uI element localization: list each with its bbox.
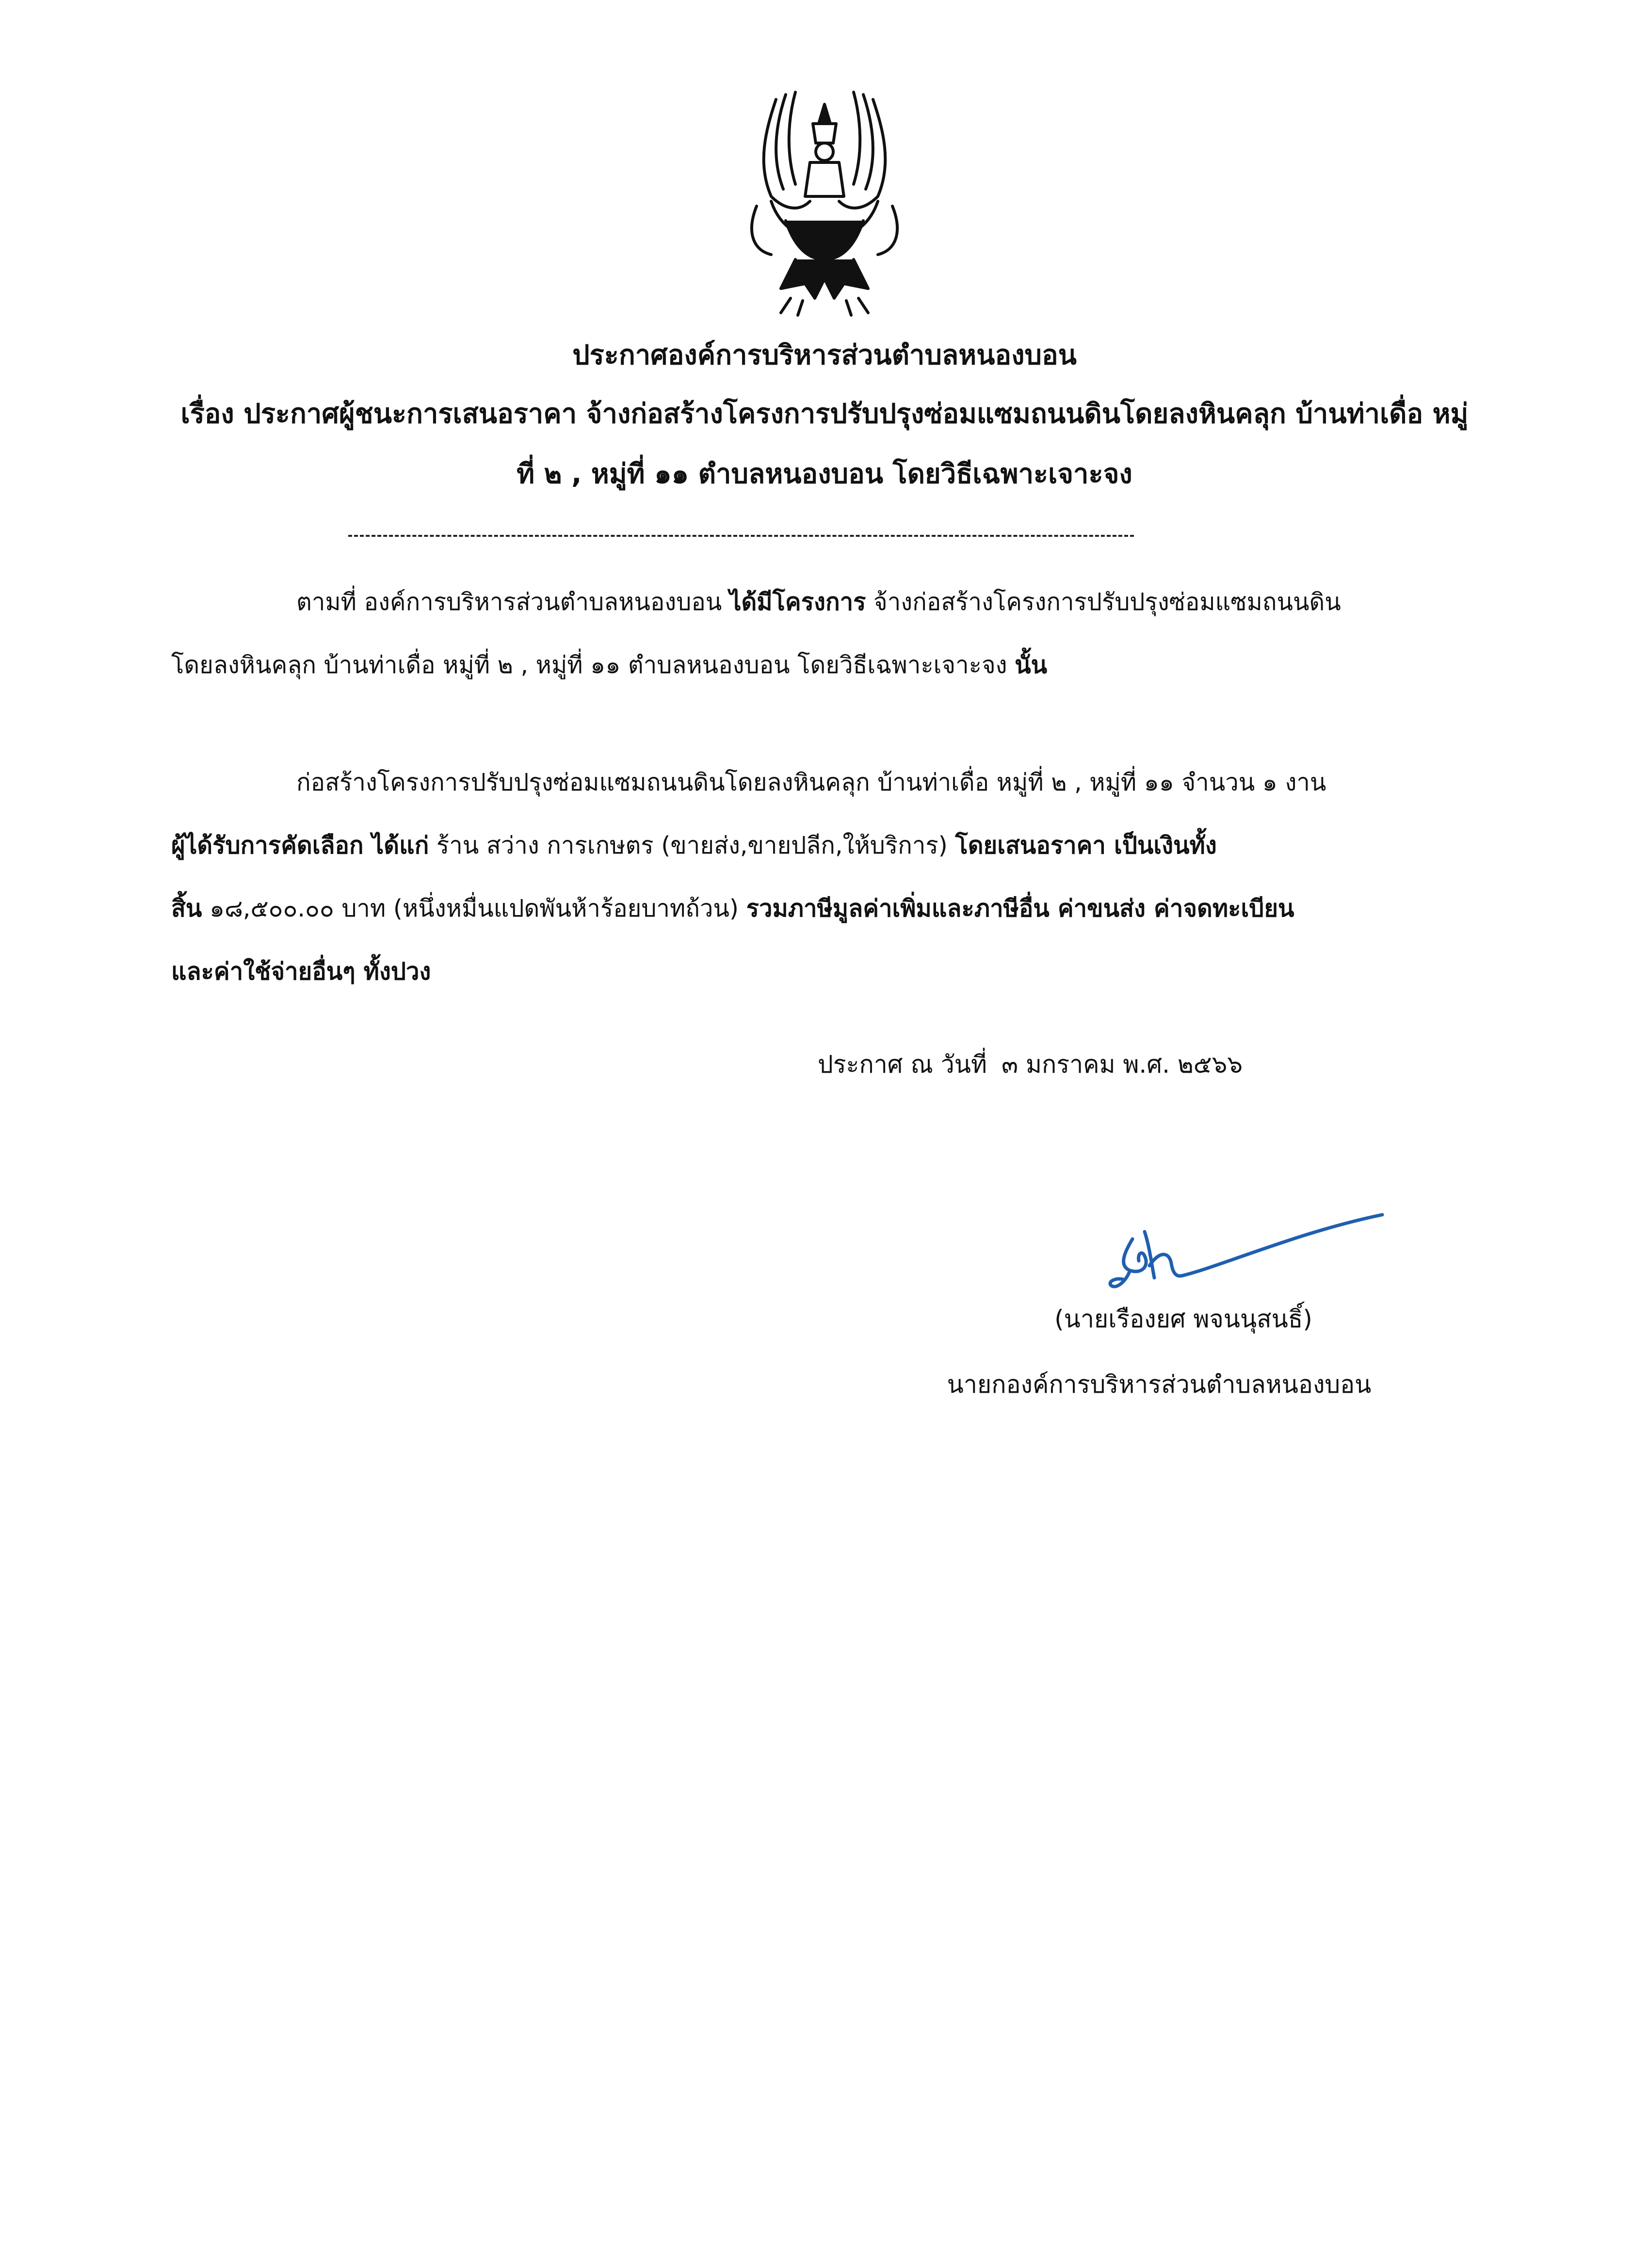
subject-line-1 xyxy=(146,398,1504,430)
signatory-name: (นายเรืองยศ พจนนุสนธิ์) xyxy=(1054,1305,1312,1333)
paragraph-award-line-1: ก่อสร้างโครงการปรับปรุงซ่อมแซมถนนดินโดยลงหินคลุก บ้านท่าเดื่อ หมู่ที่ ๒ , หมู่ที่ ๑๑ จำนวน ๑ งาน xyxy=(296,769,1326,796)
dashed-divider xyxy=(348,535,1134,537)
paragraph-award-line-3: สิ้น ๑๘,๕๐๐.๐๐ บาท (หนึ่งหมื่นแปดพันห้าร้อยบาทถ้วน) รวมภาษีมูลค่าเพิ่มและภาษีอื่น ค่าขนส่ง ค่าจดทะเบียน xyxy=(171,895,1294,922)
subject-line-2: ที่ ๒ , หมู่ที่ ๑๑ ตำบลหนองบอน โดยวิธีเฉพาะเจาะจง xyxy=(517,458,1132,490)
paragraph-award-line-2: ผู้ได้รับการคัดเลือก ได้แก่ ร้าน สว่าง การเกษตร (ขายส่ง,ขายปลีก,ให้บริการ) โดยเสนอราคา เป็นเงินทั้ง xyxy=(171,832,1217,859)
paragraph-intro-line-2: โดยลงหินคลุก บ้านท่าเดื่อ หมู่ที่ ๒ , หมู่ที่ ๑๑ ตำบลหนองบอน โดยวิธีเฉพาะเจาะจง นั้น xyxy=(171,651,1048,679)
subject-label: เรื่อง xyxy=(180,398,234,430)
announcement-heading: ประกาศองค์การบริหารส่วนตำบลหนองบอน xyxy=(572,339,1077,371)
paragraph-award-line-4: และค่าใช้จ่ายอื่นๆ ทั้งปวง xyxy=(171,958,431,985)
subject-text: ประกาศผู้ชนะการเสนอราคา จ้างก่อสร้างโครงการปรับปรุงซ่อมแซมถนนดินโดยลงหินคลุก บ้านท่าเดื่อ หมู่ xyxy=(243,398,1469,430)
date-label: ประกาศ ณ วันที่ xyxy=(818,1050,987,1078)
announcement-date xyxy=(818,1052,1243,1077)
signatory-title: นายกองค์การบริหารส่วนตำบลหนองบอน xyxy=(947,1370,1372,1399)
date-value: ๓ มกราคม พ.ศ. ๒๕๖๖ xyxy=(1001,1050,1243,1078)
paragraph-intro xyxy=(171,571,1500,697)
garuda-emblem-icon xyxy=(698,85,951,327)
handwritten-signature xyxy=(1096,1193,1392,1304)
paragraph-award xyxy=(171,751,1500,1003)
paragraph-intro-line-1: ตามที่ องค์การบริหารส่วนตำบลหนองบอน ได้มีโครงการ จ้างก่อสร้างโครงการปรับปรุงซ่อมแซมถนนดิน xyxy=(296,588,1341,616)
